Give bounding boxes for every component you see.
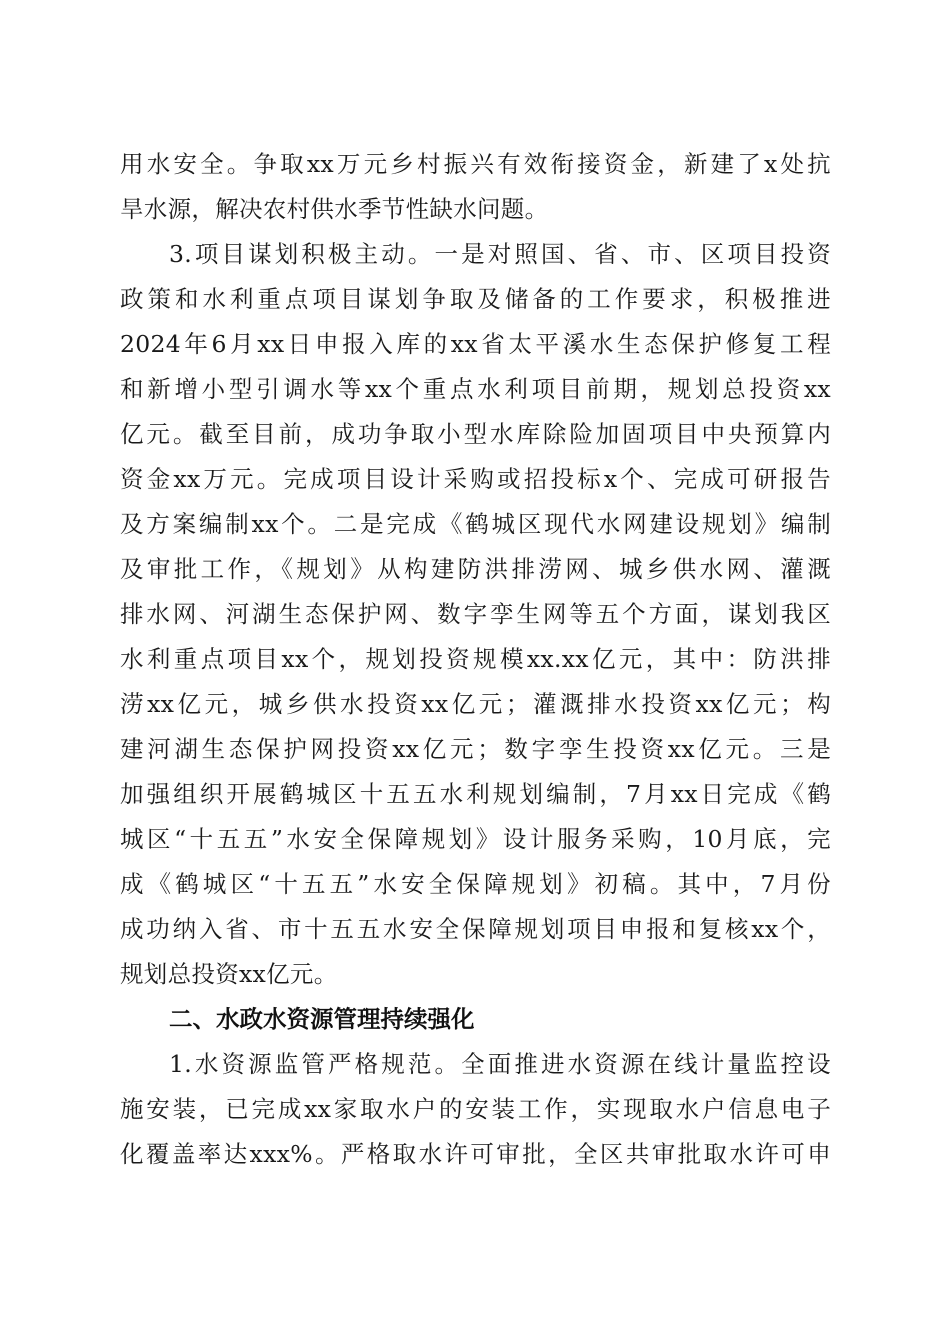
text-line: 水利重点项目xx个，规划投资规模xx.xx亿元，其中：防洪排 — [120, 645, 831, 673]
text-line: 加强组织开展鹤城区十五五水利规划编制，7月xx日完成《鹤 — [120, 780, 831, 808]
text-line: 成功纳入省、市十五五水安全保障规划项目申报和复核xx个， — [120, 915, 831, 943]
section-heading: 二、水政水资源管理持续强化 — [169, 1005, 475, 1033]
text-line: 用水安全。争取xx万元乡村振兴有效衔接资金，新建了x处抗 — [120, 150, 831, 178]
text-line: 1.水资源监管严格规范。全面推进水资源在线计量监控设 — [169, 1050, 831, 1078]
text-line: 城区“十五五”水安全保障规划》设计服务采购，10月底，完 — [120, 825, 831, 853]
text-line: 规划总投资xx亿元。 — [120, 960, 338, 988]
text-line: 施安装，已完成xx家取水户的安装工作，实现取水户信息电子 — [120, 1095, 831, 1123]
text-line: 亿元。截至目前，成功争取小型水库除险加固项目中央预算内 — [120, 420, 831, 448]
text-line: 及方案编制xx个。二是完成《鹤城区现代水网建设规划》编制 — [120, 510, 831, 538]
text-line: 排水网、河湖生态保护网、数字孪生网等五个方面，谋划我区 — [120, 600, 831, 628]
text-line: 旱水源，解决农村供水季节性缺水问题。 — [120, 195, 549, 223]
text-line: 政策和水利重点项目谋划争取及储备的工作要求，积极推进 — [120, 285, 831, 313]
text-line: 2024年6月xx日申报入库的xx省太平溪水生态保护修复工程 — [120, 330, 831, 358]
text-line: 及审批工作，《规划》从构建防洪排涝网、城乡供水网、灌溉 — [120, 555, 831, 583]
text-line: 资金xx万元。完成项目设计采购或招投标x个、完成可研报告 — [120, 465, 831, 493]
text-line: 化覆盖率达xxx%。严格取水许可审批，全区共审批取水许可申 — [120, 1140, 831, 1168]
text-line: 涝xx亿元，城乡供水投资xx亿元；灌溉排水投资xx亿元；构 — [120, 690, 831, 718]
text-line: 建河湖生态保护网投资xx亿元；数字孪生投资xx亿元。三是 — [120, 735, 831, 763]
text-line: 成《鹤城区“十五五”水安全保障规划》初稿。其中，7月份 — [120, 870, 831, 898]
text-line: 3.项目谋划积极主动。一是对照国、省、市、区项目投资 — [169, 240, 831, 268]
text-line: 和新增小型引调水等xx个重点水利项目前期，规划总投资xx — [120, 375, 831, 403]
